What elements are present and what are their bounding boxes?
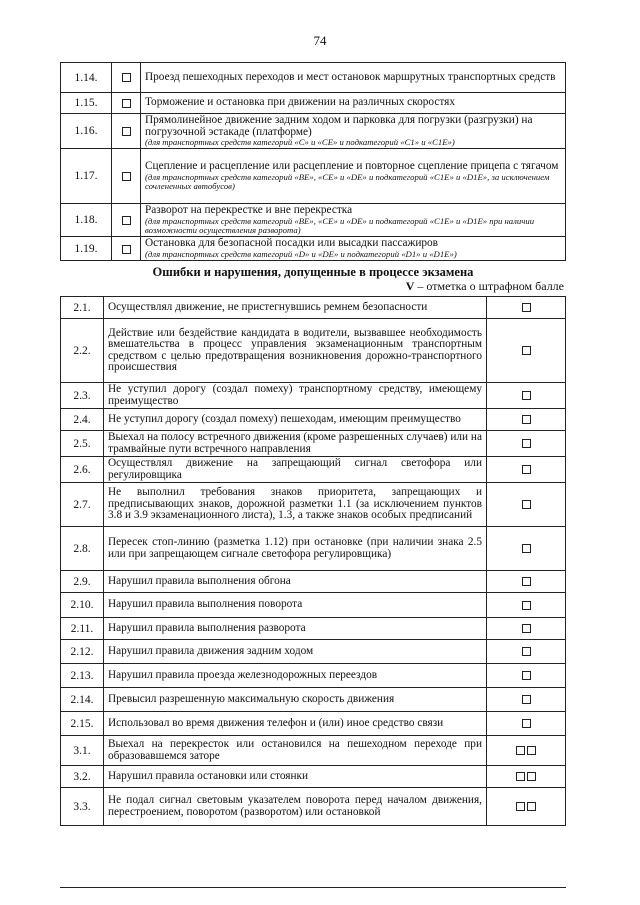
maneuver-description	[141, 237, 566, 261]
error-description: Действие или бездействие кандидата в водители, вызвавшее необходимость вмешательства в процесс управления экзаменационным транспортным средством с целью предотвращения возникновения дорожно-транспортного происшествия	[104, 319, 487, 383]
maneuver-row	[61, 63, 566, 93]
checkbox[interactable]	[122, 99, 131, 108]
maneuver-text: Прямолинейное движение задним ходом и парковка для погрузки (разгрузки) на погрузочной эстакаде (платформе)	[145, 114, 533, 138]
page-number: 74	[313, 33, 327, 48]
maneuver-note: (для транспортных средств категорий «BE», «CE» и «DE» и подкатегорий «C1E» и «D1E», за исключением сочлененных автобусов)	[145, 171, 550, 192]
maneuver-text: Торможение и остановка при движении на различных скоростях	[145, 96, 455, 109]
error-number: 2.9.	[61, 571, 104, 593]
error-row	[61, 640, 566, 664]
penalty-checkbox-cell[interactable]	[487, 712, 566, 736]
error-description: Выехал на перекресток или остановился на пешеходном переходе при образовавшемся заторе	[104, 736, 487, 766]
error-number: 2.3.	[61, 383, 104, 409]
maneuver-checkbox-cell[interactable]	[112, 149, 141, 204]
penalty-checkbox[interactable]	[522, 624, 531, 633]
maneuver-number: 1.19.	[61, 237, 112, 261]
maneuver-description	[141, 63, 566, 93]
maneuver-description	[141, 204, 566, 237]
error-number: 2.8.	[61, 527, 104, 571]
maneuver-number: 1.14.	[61, 63, 112, 93]
error-row	[61, 593, 566, 618]
error-description: Не выполнил требования знаков приоритета, запрещающих и предписывающих знаков, дорожной разметки 1.1 (за исключением пунктов 3.8 и 3.9 экзаменационного листа), 1.3, а также знаков особых предписаний	[104, 483, 487, 527]
maneuver-checkbox-cell[interactable]	[112, 63, 141, 93]
penalty-checkbox[interactable]	[516, 772, 525, 781]
error-row	[61, 319, 566, 383]
error-description: Нарушил правила выполнения поворота	[104, 593, 487, 618]
penalty-checkbox[interactable]	[522, 391, 531, 400]
maneuver-number: 1.15.	[61, 93, 112, 114]
penalty-checkbox-cell[interactable]	[487, 664, 566, 688]
maneuver-note: (для транспортных средств категорий «C» и «CE» и подкатегорий «C1» и «C1E»)	[145, 137, 455, 148]
error-number: 3.2.	[61, 766, 104, 788]
error-number: 2.7.	[61, 483, 104, 527]
error-description: Нарушил правила остановки или стоянки	[104, 766, 487, 788]
maneuver-description	[141, 93, 566, 114]
maneuver-row	[61, 237, 566, 261]
penalty-checkbox[interactable]	[522, 577, 531, 586]
error-row	[61, 571, 566, 593]
error-number: 3.1.	[61, 736, 104, 766]
maneuver-row	[61, 149, 566, 204]
penalty-checkbox-cell[interactable]	[487, 527, 566, 571]
penalty-checkbox-cell[interactable]	[487, 640, 566, 664]
error-number: 2.4.	[61, 409, 104, 431]
penalty-checkbox[interactable]	[522, 544, 531, 553]
maneuver-description	[141, 149, 566, 204]
checkbox[interactable]	[122, 127, 131, 136]
penalty-checkbox[interactable]	[522, 601, 531, 610]
error-description: Превысил разрешенную максимальную скорость движения	[104, 688, 487, 712]
penalty-checkbox-cell[interactable]	[487, 431, 566, 457]
error-row	[61, 788, 566, 826]
error-description: Нарушил правила проезда железнодорожных переездов	[104, 664, 487, 688]
maneuver-checkbox-cell[interactable]	[112, 114, 141, 149]
penalty-checkbox[interactable]	[527, 746, 536, 755]
maneuver-note: (для транспортных средств категорий «BE», «CE» и «DE» и подкатегорий «C1E» и «D1E» при наличии возможности осуществления разворота)	[145, 215, 535, 236]
error-number: 2.13.	[61, 664, 104, 688]
error-description: Не уступил дорогу (создал помеху) транспортному средству, имеющему преимущество	[104, 383, 487, 409]
error-description: Не подал сигнал световым указателем поворота перед началом движения, перестроением, поворотом (разворотом) или остановкой	[104, 788, 487, 826]
penalty-checkbox[interactable]	[522, 415, 531, 424]
error-row	[61, 618, 566, 640]
checkbox[interactable]	[122, 73, 131, 82]
error-row	[61, 483, 566, 527]
error-row	[61, 688, 566, 712]
penalty-checkbox[interactable]	[527, 772, 536, 781]
maneuver-checkbox-cell[interactable]	[112, 204, 141, 237]
legend-mark: V	[405, 279, 415, 293]
penalty-checkbox[interactable]	[527, 802, 536, 811]
error-number: 2.15.	[61, 712, 104, 736]
maneuver-number: 1.17.	[61, 149, 112, 204]
penalty-checkbox[interactable]	[522, 465, 531, 474]
error-number: 2.12.	[61, 640, 104, 664]
maneuvers-table	[60, 62, 566, 261]
error-description: Выехал на полосу встречного движения (кроме разрешенных случаев) или на трамвайные пути встречного направления	[104, 431, 487, 457]
penalty-checkbox-cell[interactable]	[487, 736, 566, 766]
legend-text: – отметка о штрафном балле	[414, 279, 564, 293]
error-number: 2.6.	[61, 457, 104, 483]
penalty-checkbox-cell[interactable]	[487, 409, 566, 431]
errors-heading: Ошибки и нарушения, допущенные в процессе экзамена	[152, 265, 474, 279]
penalty-checkbox-cell[interactable]	[487, 297, 566, 319]
penalty-checkbox-cell[interactable]	[487, 457, 566, 483]
penalty-checkbox[interactable]	[522, 695, 531, 704]
error-description: Не уступил дорогу (создал помеху) пешеходам, имеющим преимущество	[104, 409, 487, 431]
maneuver-text: Сцепление и расцепление или расцепление и повторное сцепление прицепа с тягачом	[145, 160, 559, 173]
error-row	[61, 409, 566, 431]
errors-table	[60, 296, 566, 826]
error-row	[61, 766, 566, 788]
error-description: Нарушил правила выполнения обгона	[104, 571, 487, 593]
penalty-checkbox[interactable]	[522, 439, 531, 448]
maneuver-row	[61, 93, 566, 114]
error-row	[61, 736, 566, 766]
penalty-checkbox[interactable]	[522, 500, 531, 509]
penalty-checkbox[interactable]	[522, 647, 531, 656]
error-row	[61, 431, 566, 457]
checkbox[interactable]	[122, 172, 131, 181]
error-number: 2.5.	[61, 431, 104, 457]
maneuver-row	[61, 114, 566, 149]
error-number: 2.10.	[61, 593, 104, 618]
error-number: 2.14.	[61, 688, 104, 712]
error-row	[61, 712, 566, 736]
error-number: 2.2.	[61, 319, 104, 383]
error-description: Нарушил правила движения задним ходом	[104, 640, 487, 664]
error-description: Осуществлял движение, не пристегнувшись ремнем безопасности	[104, 297, 487, 319]
error-row	[61, 664, 566, 688]
checkbox[interactable]	[122, 245, 131, 254]
penalty-checkbox[interactable]	[522, 303, 531, 312]
error-number: 2.11.	[61, 618, 104, 640]
penalty-checkbox-cell[interactable]	[487, 788, 566, 826]
error-description: Осуществлял движение на запрещающий сигнал светофора или регулировщика	[104, 457, 487, 483]
penalty-checkbox[interactable]	[522, 719, 531, 728]
error-row	[61, 383, 566, 409]
penalty-checkbox-cell[interactable]	[487, 593, 566, 618]
maneuver-number: 1.16.	[61, 114, 112, 149]
penalty-checkbox-cell[interactable]	[487, 383, 566, 409]
maneuver-text: Разворот на перекрестке и вне перекрестка	[145, 204, 353, 217]
bottom-rule	[60, 887, 566, 888]
maneuver-text: Проезд пешеходных переходов и мест остановок маршрутных транспортных средств	[145, 70, 556, 83]
penalty-checkbox[interactable]	[522, 346, 531, 355]
penalty-checkbox-cell[interactable]	[487, 766, 566, 788]
legend	[406, 279, 564, 294]
penalty-checkbox-cell[interactable]	[487, 688, 566, 712]
error-number: 3.3.	[61, 788, 104, 826]
maneuver-description	[141, 114, 566, 149]
error-description: Нарушил правила выполнения разворота	[104, 618, 487, 640]
maneuver-text: Остановка для безопасной посадки или высадки пассажиров	[145, 237, 439, 250]
penalty-checkbox-cell[interactable]	[487, 571, 566, 593]
penalty-checkbox[interactable]	[516, 802, 525, 811]
maneuver-checkbox-cell[interactable]	[112, 237, 141, 261]
penalty-checkbox-cell[interactable]	[487, 319, 566, 383]
penalty-checkbox[interactable]	[516, 746, 525, 755]
penalty-checkbox-cell[interactable]	[487, 483, 566, 527]
error-number: 2.1.	[61, 297, 104, 319]
error-description: Пересек стоп-линию (разметка 1.12) при остановке (при наличии знака 2.5 или при запрещающем сигнале светофора регулировщика)	[104, 527, 487, 571]
maneuver-number: 1.18.	[61, 204, 112, 237]
penalty-checkbox-cell[interactable]	[487, 618, 566, 640]
maneuver-note: (для транспортных средств категорий «D» и «DE» и подкатегорий «D1» и «D1E»)	[145, 248, 457, 259]
maneuver-row	[61, 204, 566, 237]
error-row	[61, 297, 566, 319]
checkbox[interactable]	[122, 216, 131, 225]
error-row	[61, 457, 566, 483]
penalty-checkbox[interactable]	[522, 671, 531, 680]
error-description: Использовал во время движения телефон и (или) иное средство связи	[104, 712, 487, 736]
maneuver-checkbox-cell[interactable]	[112, 93, 141, 114]
error-row	[61, 527, 566, 571]
